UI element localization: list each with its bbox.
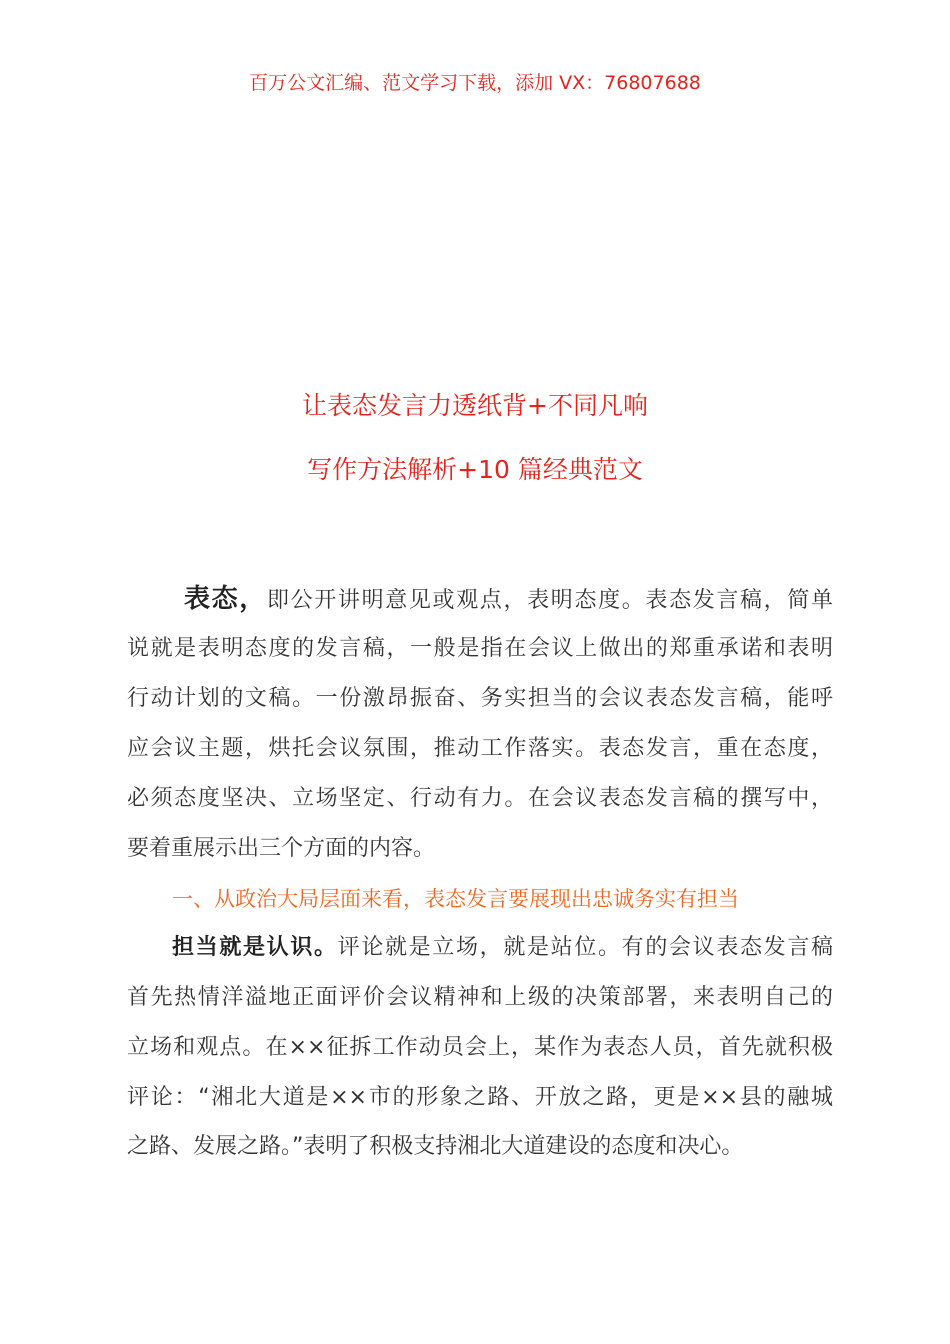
section-heading-1: 一、从政治大局层面来看，表态发言要展现出忠诚务实有担当	[172, 887, 739, 911]
title-line-2: 写作方法解析+10 篇经典范文	[307, 455, 643, 484]
paragraph-1-text: 即公开讲明意见或观点，表明态度。表态发言稿，简单	[266, 588, 833, 613]
paragraph-2-text: 评论就是立场，就是站位。有的会议表态发言稿	[337, 935, 833, 960]
paragraph-1-line-4: 应会议主题，烘托会议氛围，推动工作落实。表态发言，重在态度，	[127, 736, 833, 761]
paragraph-1-line-6: 要着重展示出三个方面的内容。	[127, 836, 436, 861]
watermark-header: 百万公文汇编、范文学习下载，添加 VX：76807688	[249, 72, 701, 94]
paragraph-1-line-1	[184, 584, 833, 616]
title-line-1: 让表态发言力透纸背+不同凡响	[302, 391, 648, 420]
paragraph-1-line-3: 行动计划的文稿。一份激昂振奋、务实担当的会议表态发言稿，能呼	[127, 686, 833, 711]
paragraph-2-lead: 担当就是认识。	[172, 935, 338, 960]
paragraph-2-line-2: 首先热情洋溢地正面评价会议精神和上级的决策部署，来表明自己的	[127, 985, 833, 1010]
paragraph-1-lead: 表态，	[184, 584, 267, 614]
paragraph-2-line-3: 立场和观点。在××征拆工作动员会上，某作为表态人员，首先就积极	[127, 1035, 833, 1060]
paragraph-2-line-1	[172, 933, 833, 963]
paragraph-2-line-4: 评论：“湘北大道是××市的形象之路、开放之路，更是××县的融城	[127, 1085, 833, 1110]
paragraph-1-line-5: 必须态度坚决、立场坚定、行动有力。在会议表态发言稿的撰写中，	[127, 786, 833, 811]
paragraph-2-line-5: 之路、发展之路。”表明了积极支持湘北大道建设的态度和决心。	[127, 1134, 744, 1159]
paragraph-1-line-2: 说就是表明态度的发言稿，一般是指在会议上做出的郑重承诺和表明	[127, 636, 833, 661]
